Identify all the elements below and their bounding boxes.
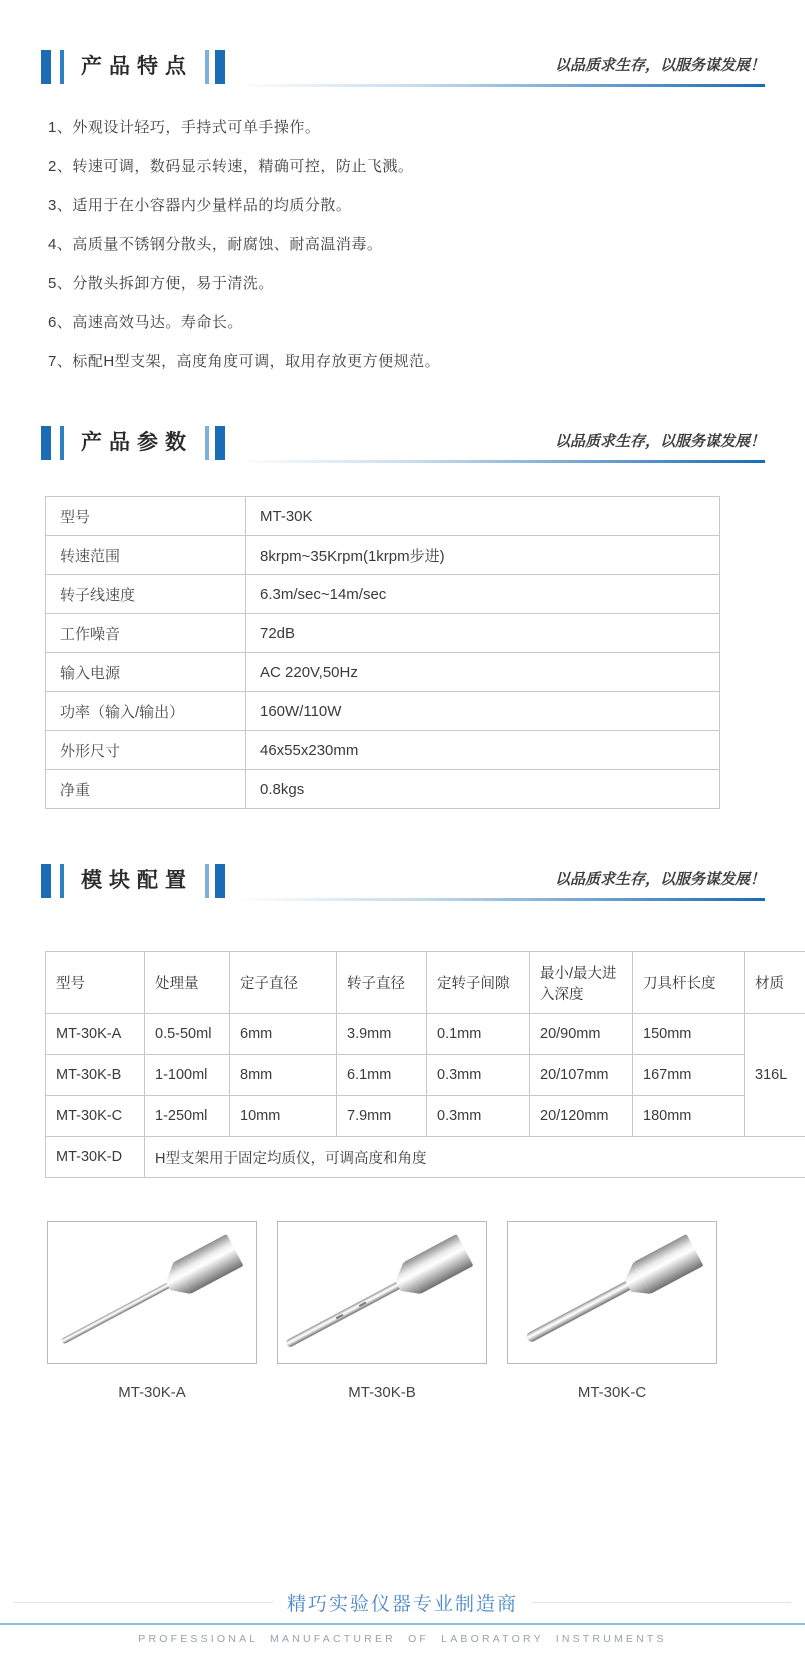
- features-list: [48, 120, 805, 369]
- probe-image-mt-30k-b: [277, 1221, 487, 1364]
- blue-bar-icon: [60, 426, 64, 460]
- material-cell: 316L: [745, 1014, 805, 1137]
- blue-bar-icon: [41, 864, 51, 898]
- section-header-modules: [0, 864, 805, 898]
- blue-bar-icon: [215, 864, 225, 898]
- cell: 0.3mm: [427, 1096, 530, 1137]
- cell: 7.9mm: [337, 1096, 427, 1137]
- company-slogan: 以品质求生存，以服务谋发展！: [555, 868, 765, 889]
- blue-bar-icon: [205, 50, 209, 84]
- company-slogan: 以品质求生存，以服务谋发展！: [555, 430, 765, 451]
- footer: [0, 1589, 805, 1645]
- blue-bar-icon: [60, 864, 64, 898]
- footer-divider-line: [0, 1623, 805, 1625]
- cell: 167mm: [633, 1055, 745, 1096]
- table-row: [46, 1137, 805, 1178]
- section-title-parameters: 产品参数: [81, 426, 193, 460]
- blue-bar-icon: [41, 426, 51, 460]
- cell: 0.5-50ml: [145, 1014, 230, 1055]
- column-header: 定子直径: [230, 952, 337, 1014]
- cell: 6mm: [230, 1014, 337, 1055]
- gradient-divider: [235, 84, 765, 87]
- cell: 1-250ml: [145, 1096, 230, 1137]
- model-cell: MT-30K-D: [46, 1137, 145, 1178]
- gradient-divider: [235, 898, 765, 901]
- probe-image-mt-30k-c: [507, 1221, 717, 1364]
- table-row: [46, 1055, 805, 1096]
- section-header-parameters: [0, 426, 805, 460]
- column-header: 最小/最大进入深度: [530, 952, 633, 1014]
- section-title-modules: 模块配置: [81, 864, 193, 898]
- section-header-features: [0, 50, 805, 84]
- model-cell: MT-30K-B: [46, 1055, 145, 1096]
- param-label: 净重: [46, 770, 246, 809]
- probe-card: [47, 1221, 257, 1401]
- feature-item: 6、高速高效马达。寿命长。: [48, 315, 805, 330]
- blue-bar-icon: [215, 50, 225, 84]
- feature-item: 1、外观设计轻巧，手持式可单手操作。: [48, 120, 805, 135]
- cell: 10mm: [230, 1096, 337, 1137]
- feature-item: 7、标配H型支架，高度角度可调，取用存放更方便规范。: [48, 354, 805, 369]
- module-config-table: [45, 951, 805, 1178]
- column-header: 定转子间隙: [427, 952, 530, 1014]
- section-title-features: 产品特点: [81, 50, 193, 84]
- table-header-row: [46, 952, 805, 1014]
- cell: 0.3mm: [427, 1055, 530, 1096]
- probe-caption: MT-30K-C: [507, 1384, 717, 1401]
- param-label: 转子线速度: [46, 575, 246, 614]
- cell: 6.1mm: [337, 1055, 427, 1096]
- column-header: 材质: [745, 952, 805, 1014]
- probe-caption: MT-30K-A: [47, 1384, 257, 1401]
- table-row: [46, 770, 720, 809]
- cell: 0.1mm: [427, 1014, 530, 1055]
- table-row: [46, 731, 720, 770]
- column-header: 型号: [46, 952, 145, 1014]
- table-row: [46, 653, 720, 692]
- gradient-divider: [235, 460, 765, 463]
- column-header: 刀具杆长度: [633, 952, 745, 1014]
- table-row: [46, 536, 720, 575]
- table-row: [46, 1014, 805, 1055]
- model-cell: MT-30K-C: [46, 1096, 145, 1137]
- feature-item: 2、转速可调，数码显示转速，精确可控，防止飞溅。: [48, 159, 805, 174]
- cell: 150mm: [633, 1014, 745, 1055]
- blue-bar-icon: [41, 50, 51, 84]
- cell: 20/107mm: [530, 1055, 633, 1096]
- param-label: 功率（输入/输出）: [46, 692, 246, 731]
- table-row: [46, 1096, 805, 1137]
- cell: 3.9mm: [337, 1014, 427, 1055]
- probe-image-row: [47, 1221, 805, 1401]
- param-label: 工作噪音: [46, 614, 246, 653]
- feature-item: 3、适用于在小容器内少量样品的均质分散。: [48, 198, 805, 213]
- divider: [14, 1602, 273, 1603]
- column-header: 转子直径: [337, 952, 427, 1014]
- blue-bar-icon: [205, 426, 209, 460]
- column-header: 处理量: [145, 952, 230, 1014]
- param-value: 72dB: [246, 614, 720, 653]
- divider: [532, 1602, 791, 1603]
- probe-caption: MT-30K-B: [277, 1384, 487, 1401]
- param-value: 160W/110W: [246, 692, 720, 731]
- cell: 180mm: [633, 1096, 745, 1137]
- param-label: 外形尺寸: [46, 731, 246, 770]
- model-cell: MT-30K-A: [46, 1014, 145, 1055]
- param-label: 转速范围: [46, 536, 246, 575]
- company-slogan: 以品质求生存，以服务谋发展！: [555, 54, 765, 75]
- param-value: 0.8kgs: [246, 770, 720, 809]
- cell: 8mm: [230, 1055, 337, 1096]
- probe-card: [277, 1221, 487, 1401]
- param-value: 46x55x230mm: [246, 731, 720, 770]
- param-label: 型号: [46, 497, 246, 536]
- param-label: 输入电源: [46, 653, 246, 692]
- feature-item: 4、高质量不锈钢分散头，耐腐蚀、耐高温消毒。: [48, 237, 805, 252]
- probe-card: [507, 1221, 717, 1401]
- table-row: [46, 692, 720, 731]
- footer-slogan-cn: 精巧实验仪器专业制造商: [287, 1589, 518, 1616]
- param-value: 8krpm~35Krpm(1krpm步进): [246, 536, 720, 575]
- stand-description-cell: H型支架用于固定均质仪，可调高度和角度: [145, 1137, 805, 1178]
- probe-image-mt-30k-a: [47, 1221, 257, 1364]
- param-value: MT-30K: [246, 497, 720, 536]
- feature-item: 5、分散头拆卸方便，易于清洗。: [48, 276, 805, 291]
- param-value: AC 220V,50Hz: [246, 653, 720, 692]
- table-row: [46, 497, 720, 536]
- table-row: [46, 614, 720, 653]
- blue-bar-icon: [215, 426, 225, 460]
- cell: 1-100ml: [145, 1055, 230, 1096]
- param-value: 6.3m/sec~14m/sec: [246, 575, 720, 614]
- cell: 20/120mm: [530, 1096, 633, 1137]
- table-row: [46, 575, 720, 614]
- cell: 20/90mm: [530, 1014, 633, 1055]
- parameters-table: [45, 496, 720, 809]
- blue-bar-icon: [205, 864, 209, 898]
- footer-slogan-en: PROFESSIONAL MANUFACTURER OF LABORATORY INSTRUMENTS: [0, 1633, 805, 1645]
- blue-bar-icon: [60, 50, 64, 84]
